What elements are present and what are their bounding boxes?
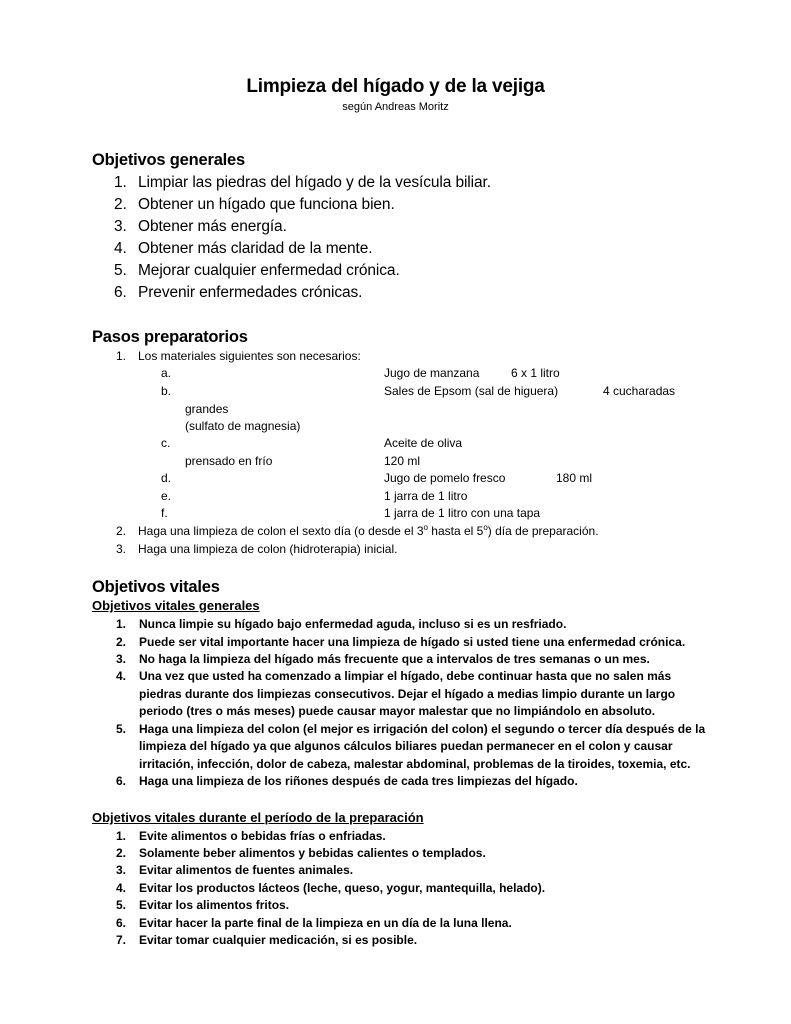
list-number: 1.	[116, 349, 127, 363]
list-number: 2.	[116, 524, 127, 538]
material-qty: 120 ml	[384, 454, 421, 468]
item-text: ) día de preparación.	[487, 524, 599, 538]
list-item: Los materiales siguientes son necesarios:	[138, 349, 361, 363]
list-item-line: piedras durante dos limpiezas consecutivos. Dejar el hígado a medias limpio durante un largo	[139, 687, 676, 701]
list-item: Evitar tomar cualquier medicación, si es posible.	[139, 933, 418, 947]
list-number: 5.	[116, 722, 127, 736]
list-item: Haga una limpieza de los riñones después de cada tres limpiezas del hígado.	[139, 774, 578, 788]
material-letter: c.	[161, 436, 171, 450]
list-number: 3.	[114, 218, 127, 235]
list-item-line: irritación, infección, dolor de cabeza, malestar abdominal, problemas de la tiroides, toxemia, etc.	[139, 757, 691, 771]
material-name: Jugo de pomelo fresco	[384, 471, 506, 485]
list-item: Evitar los alimentos fritos.	[139, 898, 290, 912]
material-letter: e.	[161, 489, 172, 503]
material-name: Aceite de oliva	[384, 436, 463, 450]
list-item-line: Haga una limpieza del colon (el mejor es irrigación del colon) el segundo o tercer día después de la	[139, 722, 706, 736]
list-item: Prevenir enfermedades crónicas.	[138, 284, 363, 301]
list-number: 6.	[114, 284, 127, 301]
list-item: Evitar los productos lácteos (leche, queso, yogur, mantequilla, helado).	[139, 881, 546, 895]
list-number: 6.	[116, 916, 127, 930]
list-number: 3.	[116, 652, 127, 666]
material-letter: b.	[161, 384, 172, 398]
ordinal-superscript: o	[483, 523, 488, 532]
list-item: Obtener más energía.	[138, 218, 287, 235]
list-item: Mejorar cualquier enfermedad crónica.	[138, 262, 400, 279]
material-continuation: grandes	[185, 402, 229, 416]
material-letter: f.	[161, 506, 168, 520]
list-number: 3.	[116, 863, 127, 877]
list-item: Obtener un hígado que funciona bien.	[138, 196, 395, 213]
item-text: Haga una limpieza de colon el sexto día (o desde el 3	[138, 524, 424, 538]
subheading-vital-prep: Objetivos vitales durante el período de la preparación	[92, 810, 424, 825]
list-item: Limpiar las piedras del hígado y de la vesícula biliar.	[138, 174, 491, 191]
list-item-line: limpieza del hígado ya que algunos cálculos biliares puedan permanecer en el colon y causar	[139, 739, 673, 753]
list-number: 2.	[116, 846, 127, 860]
list-number: 7.	[116, 933, 127, 947]
list-item: Evitar hacer la parte final de la limpieza en un día de la luna llena.	[139, 916, 512, 930]
list-item	[138, 524, 599, 538]
list-item: Evite alimentos o bebidas frías o enfriadas.	[139, 829, 386, 843]
material-name: 1 jarra de 1 litro	[384, 489, 468, 503]
material-name: Sales de Epsom (sal de higuera)	[384, 384, 559, 398]
material-qty: 6 x 1 litro	[511, 366, 560, 380]
material-name: Jugo de manzana	[384, 366, 480, 380]
section-heading-general: Objetivos generales	[92, 151, 246, 169]
list-number: 3.	[116, 542, 127, 556]
list-number: 4.	[116, 881, 127, 895]
list-number: 2.	[116, 635, 127, 649]
material-qty: 180 ml	[556, 471, 593, 485]
material-continuation: (sulfato de magnesia)	[185, 419, 301, 433]
list-item: Obtener más claridad de la mente.	[138, 240, 373, 257]
material-letter: a.	[161, 366, 172, 380]
list-item: Evitar alimentos de fuentes animales.	[139, 863, 354, 877]
list-number: 4.	[114, 240, 127, 257]
list-number: 5.	[116, 898, 127, 912]
material-letter: d.	[161, 471, 172, 485]
list-number: 4.	[116, 669, 127, 683]
list-item: Nunca limpie su hígado bajo enfermedad aguda, incluso si es un resfriado.	[139, 617, 567, 631]
list-number: 1.	[116, 829, 127, 843]
list-number: 2.	[114, 196, 127, 213]
list-item: Puede ser vital importante hacer una limpieza de hígado si usted tiene una enfermedad crónica.	[139, 635, 686, 649]
material-qty: 4 cucharadas	[603, 384, 676, 398]
list-number: 1.	[116, 617, 127, 631]
list-item-line: Una vez que usted ha comenzado a limpiar el hígado, debe continuar hasta que no salen más	[139, 669, 672, 683]
document-subtitle: según Andreas Moritz	[342, 101, 449, 113]
material-name: 1 jarra de 1 litro con una tapa	[384, 506, 541, 520]
section-heading-vital: Objetivos vitales	[92, 578, 220, 596]
list-number: 1.	[114, 174, 127, 191]
document-title: Limpieza del hígado y de la vejiga	[246, 76, 545, 97]
material-continuation: prensado en frío	[185, 454, 273, 468]
ordinal-superscript: o	[423, 523, 428, 532]
section-heading-prep: Pasos preparatorios	[92, 328, 248, 346]
list-item: Solamente beber alimentos y bebidas calientes o templados.	[139, 846, 486, 860]
list-item: No haga la limpieza del hígado más frecuente que a intervalos de tres semanas o un mes.	[139, 652, 650, 666]
list-number: 6.	[116, 774, 127, 788]
subheading-vital-general: Objetivos vitales generales	[92, 598, 260, 613]
list-item-line: periodo (tres o más meses) puede causar mayor malestar que no limpiándolo en absoluto.	[139, 704, 656, 718]
list-number: 5.	[114, 262, 127, 279]
list-item: Haga una limpieza de colon (hidroterapia) inicial.	[138, 542, 398, 556]
item-text: hasta el 5	[427, 524, 484, 538]
